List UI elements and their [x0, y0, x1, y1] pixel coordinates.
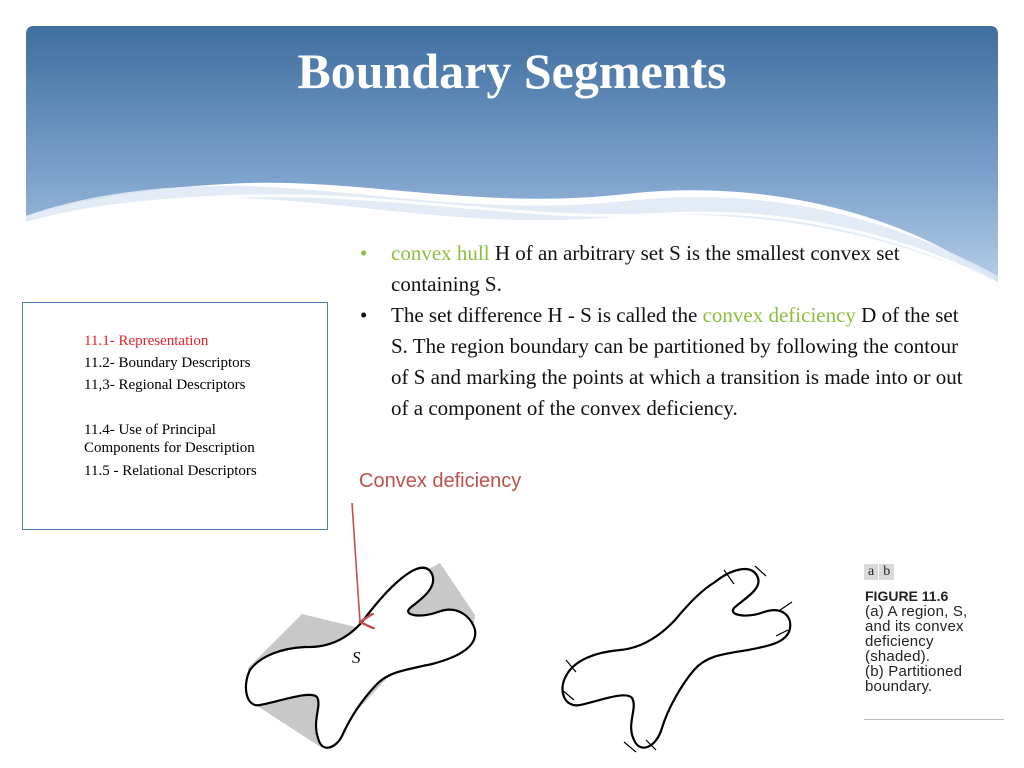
caption-line: (shaded). — [865, 648, 931, 665]
convex-deficiency-label: Convex deficiency — [359, 470, 522, 492]
caption-line: boundary. — [865, 678, 933, 695]
toc-item-representation[interactable]: 11.1- Representation — [84, 333, 209, 349]
caption-line: deficiency — [865, 633, 934, 650]
figure-number: FIGURE 11.6 — [865, 588, 949, 604]
bullet-marker: • — [360, 241, 368, 265]
panel-b-label: b — [879, 564, 894, 580]
bullet-text: H of an arbitrary set S is the smallest convex set containing S. — [391, 241, 900, 296]
toc-item-boundary-descriptors[interactable]: 11.2- Boundary Descriptors — [84, 355, 251, 371]
figure-panel-labels — [864, 564, 895, 580]
convex-deficiency-arrow — [352, 503, 360, 622]
toc-item-relational-descriptors[interactable]: 11.5 - Relational Descriptors — [84, 463, 257, 479]
slide-title: Boundary Segments — [297, 43, 727, 99]
caption-line: and its convex — [865, 618, 964, 635]
partitioned-boundary-shape — [562, 569, 790, 748]
caption-divider — [864, 719, 1004, 720]
toc-item-regional-descriptors[interactable]: 11,3- Regional Descriptors — [84, 377, 246, 393]
bullet-text: The set difference H - S is called the — [391, 303, 703, 327]
toc-item-principal-components[interactable]: 11.4- Use of Principal — [84, 422, 216, 438]
term-convex-deficiency: convex deficiency — [702, 303, 856, 327]
panel-a-label: a — [864, 564, 878, 580]
bullet-text: D of the set S. The region boundary can be partitioned by following the contour of S and marking the points at which a transition is made into or out of a component of the convex deficiency. — [391, 303, 963, 420]
caption-line: (a) A region, S, — [865, 603, 968, 620]
toc-item-principal-components-cont[interactable]: Components for Description — [84, 440, 255, 456]
bullet-marker: • — [360, 303, 368, 327]
caption-line: (b) Partitioned — [865, 663, 963, 680]
figure-caption — [865, 588, 1005, 694]
region-s-label: S — [352, 648, 361, 667]
term-convex-hull: convex hull — [391, 241, 490, 265]
